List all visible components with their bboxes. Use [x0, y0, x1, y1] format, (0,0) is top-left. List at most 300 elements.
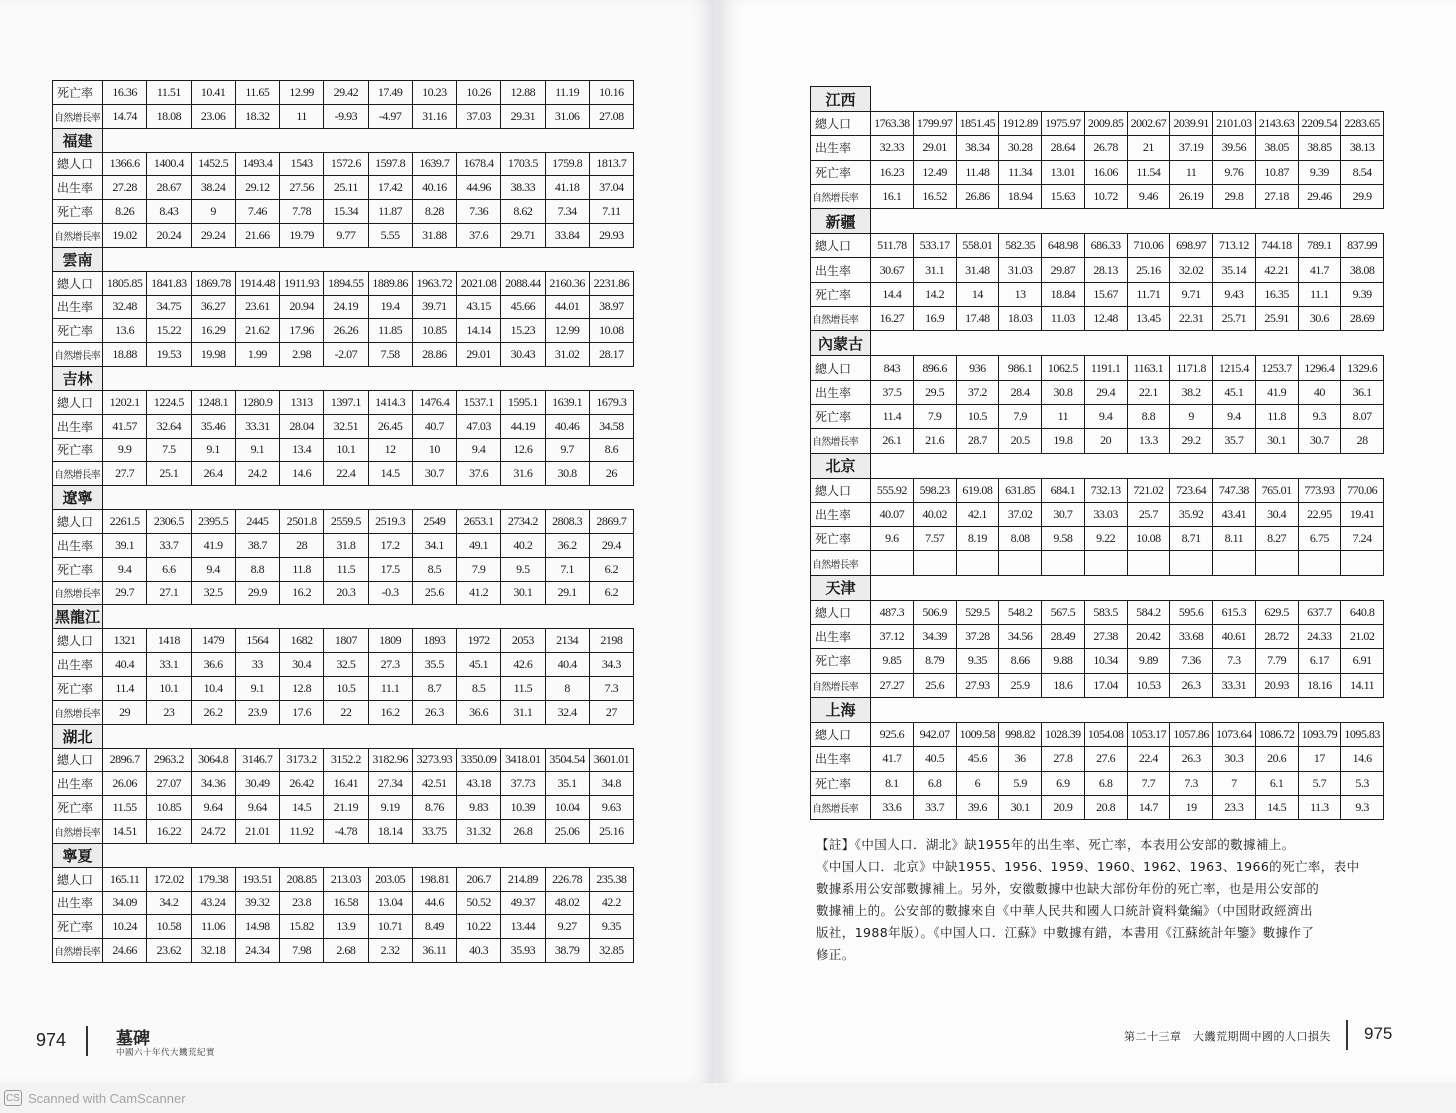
- table-cell: 12.99: [280, 81, 324, 105]
- province-header-blank: [103, 366, 634, 390]
- row-label: 死亡率: [53, 81, 103, 105]
- table-row: [53, 152, 634, 176]
- table-cell: 30.1: [1255, 429, 1298, 453]
- table-cell: 31.06: [545, 104, 589, 128]
- table-cell: 1759.8: [545, 152, 589, 176]
- table-cell: 29.93: [589, 223, 633, 247]
- table-cell: 16.58: [324, 891, 368, 915]
- row-label: 出生率: [811, 380, 871, 404]
- table-cell: 1321: [103, 629, 147, 653]
- table-cell: 1869.78: [191, 271, 235, 295]
- table-cell: 8.6: [589, 438, 633, 462]
- row-label: 自然增長率: [811, 795, 871, 819]
- table-cell: 5.9: [999, 771, 1042, 795]
- table-cell: 10.22: [457, 915, 501, 939]
- table-cell: 9.64: [191, 796, 235, 820]
- page-number-left: 974: [36, 1030, 67, 1050]
- table-cell: 20.8: [1084, 795, 1127, 819]
- table-cell: 11.54: [1127, 160, 1170, 184]
- row-label: 總人口: [53, 390, 103, 414]
- table-cell: 11.1: [1298, 282, 1341, 306]
- table-cell: 8.11: [1213, 527, 1256, 551]
- table-cell: 31.16: [412, 104, 456, 128]
- table-cell: 11.3: [1298, 795, 1341, 819]
- table-cell: 27.18: [1255, 184, 1298, 208]
- row-label: 出生率: [53, 295, 103, 319]
- table-cell: 26.3: [1170, 673, 1213, 697]
- table-cell: 5.7: [1298, 771, 1341, 795]
- table-cell: 13.04: [368, 891, 412, 915]
- table-cell: 38.34: [956, 136, 999, 160]
- row-label: 自然增長率: [53, 462, 103, 486]
- table-cell: 226.78: [545, 867, 589, 891]
- population-table-right: [810, 86, 1384, 820]
- province-header-blank: [103, 843, 634, 867]
- table-cell: 2101.03: [1213, 112, 1256, 136]
- table-cell: 7.78: [280, 200, 324, 224]
- row-label: 死亡率: [53, 557, 103, 581]
- table-cell: 10.58: [147, 915, 191, 939]
- table-row: [53, 533, 634, 557]
- table-cell: 25.9: [999, 673, 1042, 697]
- table-cell: 837.99: [1341, 234, 1384, 258]
- table-cell: 1639.7: [412, 152, 456, 176]
- table-cell: 29.87: [1042, 258, 1085, 282]
- table-cell: 16.52: [913, 184, 956, 208]
- table-row: [811, 600, 1384, 624]
- table-cell: 26.45: [368, 414, 412, 438]
- table-cell: 34.09: [103, 891, 147, 915]
- table-cell: 1809: [368, 629, 412, 653]
- table-cell: 684.1: [1042, 478, 1085, 502]
- folio-divider-left: [86, 1026, 88, 1056]
- table-cell: 10.16: [589, 81, 633, 105]
- table-cell: 2143.63: [1255, 112, 1298, 136]
- province-header-row: [811, 209, 1384, 234]
- table-row: [811, 404, 1384, 428]
- table-cell: 30.4: [1255, 502, 1298, 526]
- table-cell: 1452.5: [191, 152, 235, 176]
- table-cell: 32.33: [871, 136, 914, 160]
- table-cell: 7.11: [589, 200, 633, 224]
- table-cell: 18.03: [999, 307, 1042, 331]
- table-cell: 40.4: [545, 653, 589, 677]
- table-cell: 29.01: [457, 343, 501, 367]
- table-cell: 14: [956, 282, 999, 306]
- table-cell: 12.49: [913, 160, 956, 184]
- table-cell: 765.01: [1255, 478, 1298, 502]
- table-cell: [913, 551, 956, 575]
- table-cell: 533.17: [913, 234, 956, 258]
- table-cell: 1807: [324, 629, 368, 653]
- table-cell: 30.4: [280, 653, 324, 677]
- table-row: [811, 795, 1384, 819]
- table-row: [53, 104, 634, 128]
- table-cell: 23.3: [1213, 795, 1256, 819]
- table-cell: 8.66: [999, 649, 1042, 673]
- table-cell: 24.33: [1298, 625, 1341, 649]
- table-cell: 33.7: [913, 795, 956, 819]
- table-cell: 3273.93: [412, 748, 456, 772]
- table-cell: 2808.3: [545, 510, 589, 534]
- province-header-row: [53, 605, 634, 629]
- table-row: [811, 234, 1384, 258]
- table-row: [53, 891, 634, 915]
- table-row: [811, 184, 1384, 208]
- table-cell: 11.87: [368, 200, 412, 224]
- table-cell: 7.3: [589, 676, 633, 700]
- table-cell: 26.19: [1170, 184, 1213, 208]
- table-cell: 2.32: [368, 939, 412, 963]
- table-cell: 33.84: [545, 223, 589, 247]
- table-cell: 43.18: [457, 772, 501, 796]
- table-cell: 19.98: [191, 343, 235, 367]
- table-cell: 40.07: [871, 502, 914, 526]
- table-cell: 9.77: [324, 223, 368, 247]
- table-cell: 1914.48: [235, 271, 279, 295]
- province-name: 湖北: [53, 724, 103, 748]
- table-cell: 27.8: [1042, 747, 1085, 771]
- table-cell: 32.4: [545, 700, 589, 724]
- table-cell: 12.99: [545, 319, 589, 343]
- table-cell: 25.6: [412, 581, 456, 605]
- row-label: 死亡率: [53, 319, 103, 343]
- footnote-line: 《中国人口．北京》中缺1955、1956、1959、1960、1962、1963、1966的死亡率，表中: [816, 859, 1360, 874]
- table-cell: 38.08: [1341, 258, 1384, 282]
- table-cell: 9.3: [1341, 795, 1384, 819]
- table-cell: 48.02: [545, 891, 589, 915]
- row-label: 出生率: [811, 136, 871, 160]
- table-cell: 1894.55: [324, 271, 368, 295]
- table-cell: 789.1: [1298, 234, 1341, 258]
- table-cell: 2283.65: [1341, 112, 1384, 136]
- table-cell: 6: [956, 771, 999, 795]
- table-cell: 25.06: [545, 819, 589, 843]
- table-row: [53, 414, 634, 438]
- table-cell: 7.1: [545, 557, 589, 581]
- table-cell: 10.26: [457, 81, 501, 105]
- table-cell: 713.12: [1213, 234, 1256, 258]
- table-cell: 1799.97: [913, 112, 956, 136]
- table-cell: 8.71: [1170, 527, 1213, 551]
- table-cell: 22.4: [1127, 747, 1170, 771]
- table-cell: 1479: [191, 629, 235, 653]
- table-cell: 11.03: [1042, 307, 1085, 331]
- table-cell: 3064.8: [191, 748, 235, 772]
- table-cell: 44.19: [501, 414, 545, 438]
- table-row: [811, 380, 1384, 404]
- table-cell: 2869.7: [589, 510, 633, 534]
- table-cell: 16.1: [871, 184, 914, 208]
- table-cell: 1639.1: [545, 390, 589, 414]
- table-row: [53, 319, 634, 343]
- table-cell: 986.1: [999, 356, 1042, 380]
- table-cell: 1805.85: [103, 271, 147, 295]
- table-cell: 8.62: [501, 200, 545, 224]
- table-cell: 16.36: [103, 81, 147, 105]
- table-cell: 27.1: [147, 581, 191, 605]
- table-cell: 487.3: [871, 600, 914, 624]
- table-cell: 38.85: [1298, 136, 1341, 160]
- table-cell: 28: [280, 533, 324, 557]
- table-cell: 37.6: [457, 462, 501, 486]
- table-cell: 10.41: [191, 81, 235, 105]
- footnote-line: 數據系用公安部數據補上。另外，安徽數據中也缺大部份年份的死亡率，也是用公安部的: [816, 881, 1320, 896]
- table-cell: 7.36: [457, 200, 501, 224]
- table-cell: 6.6: [147, 557, 191, 581]
- table-cell: 29.71: [501, 223, 545, 247]
- table-cell: 686.33: [1084, 234, 1127, 258]
- table-cell: 12.48: [1084, 307, 1127, 331]
- table-cell: 8.07: [1341, 404, 1384, 428]
- table-cell: 1893: [412, 629, 456, 653]
- province-name: 福建: [53, 128, 103, 152]
- table-cell: 11: [280, 104, 324, 128]
- table-cell: 206.7: [457, 867, 501, 891]
- table-cell: 42.1: [956, 502, 999, 526]
- table-cell: 555.92: [871, 478, 914, 502]
- book-title: 墓碑: [116, 1029, 150, 1049]
- row-label: 自然增長率: [53, 819, 103, 843]
- table-cell: 18.6: [1042, 673, 1085, 697]
- table-cell: 1912.89: [999, 112, 1042, 136]
- table-cell: 29.01: [913, 136, 956, 160]
- table-cell: 29.31: [501, 104, 545, 128]
- table-cell: 36.27: [191, 295, 235, 319]
- table-cell: 1224.5: [147, 390, 191, 414]
- table-cell: 27.93: [956, 673, 999, 697]
- table-cell: -4.78: [324, 819, 368, 843]
- table-cell: 11.48: [956, 160, 999, 184]
- table-cell: 9.7: [545, 438, 589, 462]
- table-cell: 12.6: [501, 438, 545, 462]
- row-label: 出生率: [811, 625, 871, 649]
- table-cell: 1054.08: [1084, 722, 1127, 746]
- table-row: [53, 867, 634, 891]
- province-header-row: [53, 366, 634, 390]
- province-header-row: [811, 575, 1384, 600]
- table-cell: 22.4: [324, 462, 368, 486]
- province-name: 江西: [811, 87, 871, 112]
- table-cell: 25.16: [589, 819, 633, 843]
- province-header-blank: [103, 247, 634, 271]
- table-cell: 27.7: [103, 462, 147, 486]
- table-cell: 640.8: [1341, 600, 1384, 624]
- table-cell: 41.18: [545, 176, 589, 200]
- table-cell: 21.01: [235, 819, 279, 843]
- table-cell: 6.1: [1255, 771, 1298, 795]
- table-cell: 32.18: [191, 939, 235, 963]
- row-label: 總人口: [53, 748, 103, 772]
- table-cell: 558.01: [956, 234, 999, 258]
- table-cell: 38.7: [235, 533, 279, 557]
- table-cell: 2053: [501, 629, 545, 653]
- table-cell: 1841.83: [147, 271, 191, 295]
- table-row: [53, 629, 634, 653]
- province-header-blank: [103, 128, 634, 152]
- province-header-blank: [103, 605, 634, 629]
- table-cell: 11.85: [368, 319, 412, 343]
- row-label: 死亡率: [53, 915, 103, 939]
- table-cell: 11.06: [191, 915, 235, 939]
- table-cell: 29: [103, 700, 147, 724]
- table-cell: 1053.17: [1127, 722, 1170, 746]
- table-cell: -9.93: [324, 104, 368, 128]
- table-cell: 30.1: [501, 581, 545, 605]
- table-cell: 7.57: [913, 527, 956, 551]
- table-cell: 583.5: [1084, 600, 1127, 624]
- table-cell: 11.34: [999, 160, 1042, 184]
- table-cell: 567.5: [1042, 600, 1085, 624]
- table-cell: 19.41: [1341, 502, 1384, 526]
- table-cell: 11.55: [103, 796, 147, 820]
- table-cell: 16.22: [147, 819, 191, 843]
- table-cell: 21.62: [235, 319, 279, 343]
- table-row: [53, 343, 634, 367]
- table-cell: 6.2: [589, 557, 633, 581]
- province-name: 內蒙古: [811, 331, 871, 356]
- table-cell: 8.79: [913, 649, 956, 673]
- table-cell: 615.3: [1213, 600, 1256, 624]
- table-row: [53, 772, 634, 796]
- province-name: 遼寧: [53, 486, 103, 510]
- table-row: [53, 700, 634, 724]
- table-cell: 30.7: [1042, 502, 1085, 526]
- table-cell: 11.4: [103, 676, 147, 700]
- table-cell: 9.35: [589, 915, 633, 939]
- table-cell: 10.53: [1127, 673, 1170, 697]
- table-cell: 896.6: [913, 356, 956, 380]
- table-cell: 2395.5: [191, 510, 235, 534]
- row-label: 自然增長率: [811, 551, 871, 575]
- table-cell: 3350.09: [457, 748, 501, 772]
- table-cell: 10.34: [1084, 649, 1127, 673]
- row-label: 總人口: [811, 112, 871, 136]
- table-cell: 38.24: [191, 176, 235, 200]
- table-cell: 14.5: [280, 796, 324, 820]
- table-cell: 43.41: [1213, 502, 1256, 526]
- page-number-right: 975: [1364, 1024, 1393, 1043]
- table-cell: 2501.8: [280, 510, 324, 534]
- table-cell: 27.56: [280, 176, 324, 200]
- table-cell: 710.06: [1127, 234, 1170, 258]
- table-cell: 506.9: [913, 600, 956, 624]
- table-cell: 33.7: [147, 533, 191, 557]
- province-name: 北京: [811, 453, 871, 478]
- table-row: [53, 462, 634, 486]
- table-cell: 7.9: [999, 404, 1042, 428]
- row-label: 死亡率: [53, 200, 103, 224]
- table-cell: 22: [324, 700, 368, 724]
- table-row: [53, 81, 634, 105]
- table-cell: 30.6: [1298, 307, 1341, 331]
- table-cell: 38.2: [1170, 380, 1213, 404]
- table-cell: 40.5: [913, 747, 956, 771]
- table-cell: 15.23: [501, 319, 545, 343]
- table-cell: 1086.72: [1255, 722, 1298, 746]
- table-cell: 28.49: [1042, 625, 1085, 649]
- table-cell: 39.56: [1213, 136, 1256, 160]
- table-cell: 8.26: [103, 200, 147, 224]
- table-row: [811, 307, 1384, 331]
- table-cell: 17: [1298, 747, 1341, 771]
- table-cell: 2021.08: [457, 271, 501, 295]
- table-cell: 1682: [280, 629, 324, 653]
- table-cell: 9.1: [235, 676, 279, 700]
- table-cell: 2134: [545, 629, 589, 653]
- row-label: 死亡率: [811, 649, 871, 673]
- table-cell: 1028.39: [1042, 722, 1085, 746]
- table-cell: 179.38: [191, 867, 235, 891]
- table-cell: 14.4: [871, 282, 914, 306]
- table-cell: 37.03: [457, 104, 501, 128]
- table-cell: 33.68: [1170, 625, 1213, 649]
- table-cell: 35.5: [412, 653, 456, 677]
- table-cell: 26.42: [280, 772, 324, 796]
- table-cell: 2559.5: [324, 510, 368, 534]
- table-cell: 40.02: [913, 502, 956, 526]
- table-cell: 1911.93: [280, 271, 324, 295]
- table-cell: 1400.4: [147, 152, 191, 176]
- table-cell: 22.31: [1170, 307, 1213, 331]
- population-table-left: [52, 80, 634, 963]
- table-cell: 28.4: [999, 380, 1042, 404]
- table-cell: 8.27: [1255, 527, 1298, 551]
- table-cell: 32.02: [1170, 258, 1213, 282]
- table-cell: 8.5: [412, 557, 456, 581]
- table-cell: 2039.91: [1170, 112, 1213, 136]
- table-row: [811, 478, 1384, 502]
- table-row: [811, 625, 1384, 649]
- row-label: 出生率: [53, 176, 103, 200]
- table-cell: 17.48: [956, 307, 999, 331]
- table-cell: 33.03: [1084, 502, 1127, 526]
- table-cell: 15.82: [280, 915, 324, 939]
- table-cell: [1298, 551, 1341, 575]
- table-cell: 34.2: [147, 891, 191, 915]
- table-cell: 33.1: [147, 653, 191, 677]
- table-cell: 529.5: [956, 600, 999, 624]
- table-cell: 26.3: [412, 700, 456, 724]
- table-cell: 24.19: [324, 295, 368, 319]
- table-cell: 16.06: [1084, 160, 1127, 184]
- table-cell: 28.04: [280, 414, 324, 438]
- table-cell: 1202.1: [103, 390, 147, 414]
- table-cell: 30.7: [1298, 429, 1341, 453]
- table-cell: 10.1: [147, 676, 191, 700]
- table-cell: 36: [999, 747, 1042, 771]
- table-cell: 25.7: [1127, 502, 1170, 526]
- table-cell: 22.95: [1298, 502, 1341, 526]
- table-cell: 10.71: [368, 915, 412, 939]
- table-cell: 2653.1: [457, 510, 501, 534]
- table-cell: 24.34: [235, 939, 279, 963]
- province-header-blank: [871, 575, 1384, 600]
- province-header-blank: [871, 453, 1384, 478]
- table-cell: 7.3: [1213, 649, 1256, 673]
- table-cell: 23.8: [280, 891, 324, 915]
- table-cell: 36.6: [457, 700, 501, 724]
- table-row: [53, 223, 634, 247]
- table-cell: 9.4: [1213, 404, 1256, 428]
- table-cell: 1296.4: [1298, 356, 1341, 380]
- table-cell: 14.5: [368, 462, 412, 486]
- table-cell: 18.16: [1298, 673, 1341, 697]
- table-cell: 1537.1: [457, 390, 501, 414]
- province-header-row: [811, 331, 1384, 356]
- table-cell: 38.05: [1255, 136, 1298, 160]
- table-cell: 37.19: [1170, 136, 1213, 160]
